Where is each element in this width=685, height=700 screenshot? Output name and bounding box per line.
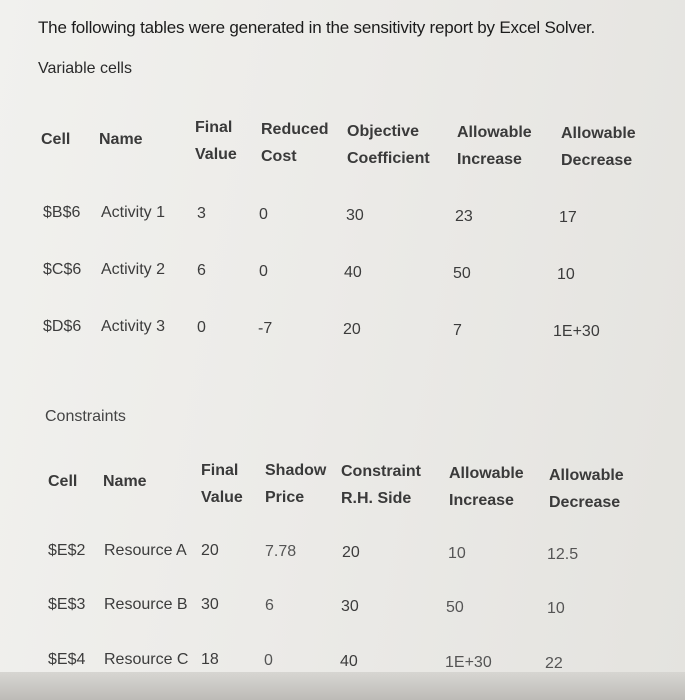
header-allowable-increase: Allowable Increase — [449, 465, 524, 509]
header-shadow-price: Shadow Price — [265, 462, 327, 506]
constraints-title: Constraints — [45, 408, 126, 425]
photographed-page: The following tables were generated in the sensitivity report by Excel Solver. Variable cells Cell Name Final Value Reduced Cost Objective Coefficient Allowable Increase Allowable Decrease $B$6 Activity 1 3 0 30 23 17 $C$6 Activity 2 6 0 40 50 10 $D$6 Activity 3 0 -7 20 7 1E+30 Constraints Cell Name Final Value Shadow Price Constraint R.H. Side Allowable Increase Allowable Decrease $E$2 Resource A 20 7.78 20 10 12.5 $E$3 Resource B 30 6 30 50 10 $E$4 Resource C 18 0 40 1E+30 22 — [0, 0, 685, 700]
header-objective-coefficient: Objective Coefficient — [347, 123, 430, 167]
header-allowable-decrease: Allowable Decrease — [561, 125, 636, 169]
header-final-value: Final Value — [201, 462, 243, 506]
header-allowable-increase: Allowable Increase — [457, 124, 532, 168]
header-constraint-rh-side: Constraint R.H. Side — [341, 463, 421, 507]
sheet-bottom-edge — [0, 672, 685, 700]
header-cell: Cell — [41, 131, 71, 148]
header-allowable-decrease: Allowable Decrease — [549, 467, 624, 511]
intro-text: The following tables were generated in the sensitivity report by Excel Solver. — [38, 18, 596, 37]
header-cell: Cell — [48, 473, 78, 490]
header-name: Name — [103, 473, 147, 490]
variable-cells-title: Variable cells — [38, 60, 132, 77]
header-final-value: Final Value — [195, 119, 237, 163]
header-reduced-cost: Reduced Cost — [261, 121, 329, 165]
header-name: Name — [99, 131, 143, 148]
